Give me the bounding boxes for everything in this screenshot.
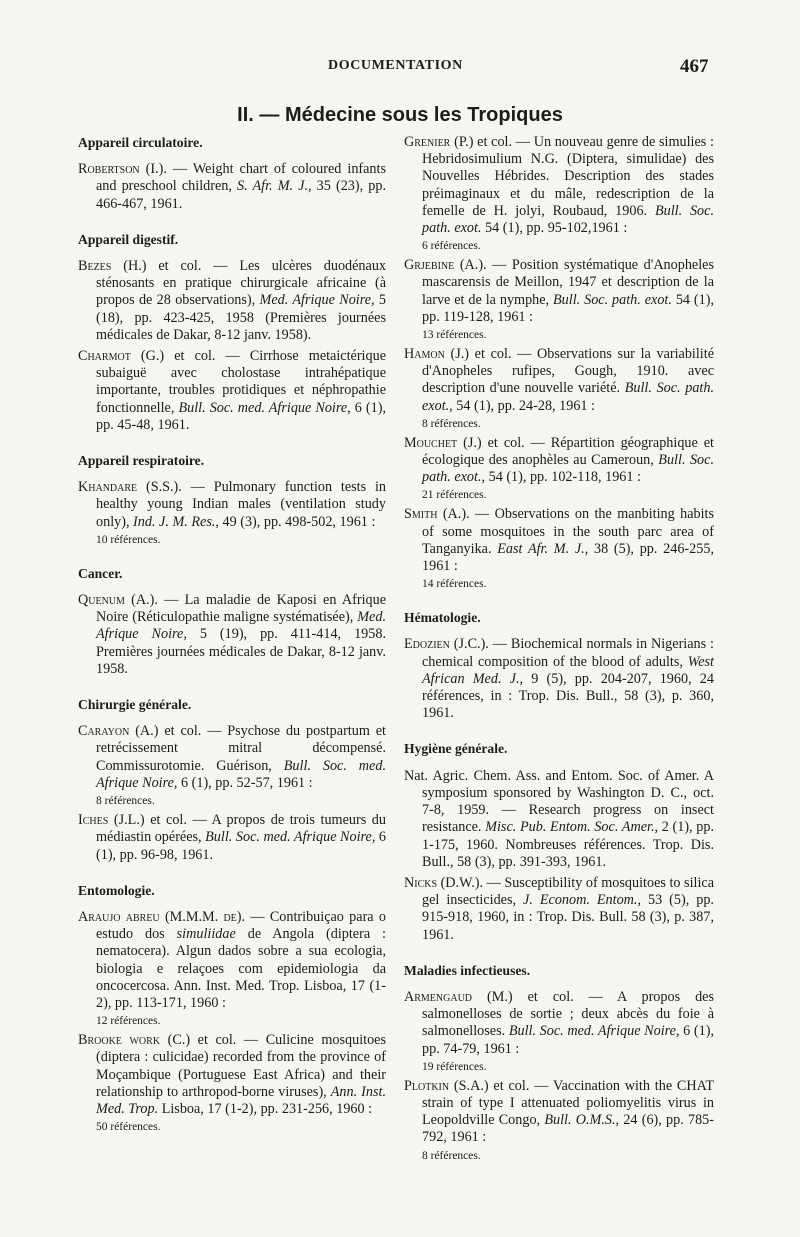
entry-text: — Contribuiçao para o estudo dos: [96, 908, 386, 943]
bibliography-entry: [404, 1078, 714, 1147]
reference-count: 21 références.: [422, 489, 487, 502]
entry-tail: 24 (6), pp. 785-792, 1961 :: [422, 1112, 714, 1146]
reference-count: 6 références.: [422, 240, 481, 253]
entry-author: Grjebine (A.).: [404, 257, 487, 274]
reference-count: 8 références.: [422, 417, 481, 430]
entry-tail: 53 (5), pp. 915-918, 1960, in : Trop. Dis. Bull. 58 (3), p. 387, 1961.: [422, 892, 714, 943]
bibliography-entry: [404, 636, 714, 722]
entry-author: Quenum (A.).: [78, 592, 158, 609]
entry-journal: simuliidae: [176, 926, 236, 943]
bibliography-entry: [404, 989, 714, 1058]
entry-journal: Bull. Soc. med. Afrique Noire,: [205, 829, 376, 846]
entry-text: et col. — Culicine mosquitoes (diptera : culicidae) recorded from the province of Moçambique (Portuguese East Africa) and their relationship to arthropod-borne viruses),: [96, 1032, 386, 1100]
entry-author: Iches (J.L.): [78, 812, 145, 829]
bibliography-entry: [404, 768, 714, 871]
entry-journal: Bull. Soc. path. exot.: [553, 291, 672, 308]
reference-count: 10 références.: [96, 533, 161, 546]
entry-author: Grenier (P.): [404, 134, 474, 150]
entry-tail: 6 (1), pp. 45-48, 1961.: [96, 399, 386, 433]
entry-author: Nicks (D.W.).: [404, 874, 484, 891]
entry-text: — Observations on the manbiting habits of some mosquitoes in the south parc area of Tanganyika.: [422, 506, 715, 557]
entry-tail: 5 (18), pp. 423-425, 1958 (Premières journées médicales de Dakar, 8-12 janv. 1958).: [96, 292, 387, 343]
bibliography-entry: [78, 909, 386, 1012]
bibliography-entry: [404, 875, 714, 944]
section-heading: Appareil circulatoire.: [78, 135, 203, 150]
entry-journal: West African Med. J.,: [422, 653, 714, 687]
entry-tail: 54 (1), pp. 24-28, 1961 :: [452, 397, 595, 414]
section-heading: Cancer.: [78, 565, 123, 581]
entry-journal: Ann. Inst. Med. Trop.: [96, 1083, 386, 1117]
entry-author: Plotkin (S.A.): [404, 1077, 489, 1094]
reference-count: 8 références.: [422, 1149, 481, 1162]
entry-text: et col. — Répartition géographique et écologique des anophèles au Cameroun,: [422, 434, 715, 469]
entry-tail: 54 (1), pp. 95-102,1961 :: [481, 220, 628, 237]
entry-tail: 6 (1), pp. 52-57, 1961 :: [177, 774, 313, 791]
reference-count: 13 références.: [422, 329, 487, 342]
bibliography-entry: [78, 258, 386, 344]
section-heading: Hygiène générale.: [404, 741, 508, 757]
entry-text: et col. — Les ulcères duodénaux sténosants en pratique chirurgicale africaine (à propos de 28 observations),: [96, 258, 387, 309]
entry-text: et col. — A propos de trois tumeurs du médiastin opérées,: [96, 812, 386, 846]
entry-author: Khandare (S.S.).: [78, 479, 182, 496]
entry-journal: Ind. J. M. Res.,: [133, 513, 219, 530]
entry-journal: Bull. Soc. path. exot.,: [422, 452, 714, 486]
entry-author: Bezes (H.): [78, 258, 147, 275]
reference-count: 50 références.: [96, 1121, 161, 1134]
entry-text: — Pulmonary function tests in healthy young Indian males (ventilation study only),: [96, 479, 386, 530]
entry-journal: Bull. Soc. med. Afrique Noire,: [96, 757, 386, 791]
running-head: DOCUMENTATION: [328, 58, 463, 73]
entry-journal: Bull. Soc. path. exot.,: [422, 380, 715, 414]
entry-text: et col. — Un nouveau genre de simulies : Hebridosimulium N.G. (Diptera, simulidae) des Nouvelles Hébrides. Description des stades préimaginaux et du mâle, redescription de la femelle de H. jolyi, Roubaud, 1906.: [422, 134, 714, 219]
page-header: [0, 56, 800, 80]
entry-author: Charmot (G.): [78, 348, 165, 365]
reference-count: 8 références.: [96, 795, 155, 808]
entry-journal: S. Afr. M. J.,: [237, 178, 312, 195]
section-heading: Chirurgie générale.: [78, 697, 192, 713]
bibliography-entry: [78, 1032, 386, 1118]
entry-tail: 38 (5), pp. 246-255, 1961 :: [422, 540, 714, 575]
page-number: 467: [680, 56, 709, 77]
entry-text: — La maladie de Kaposi en Afrique Noire (Réticulopathie maligne systématisée),: [96, 592, 387, 626]
entry-journal: Bull. O.M.S.,: [544, 1112, 620, 1129]
bibliography-entry: [78, 348, 386, 434]
entry-author: Araujo abreu (M.M.M. de).: [78, 908, 246, 925]
entry-tail: 54 (1), pp. 119-128, 1961 :: [422, 291, 714, 325]
entry-author: Mouchet (J.): [404, 434, 482, 451]
entry-tail: 35 (23), pp. 466-467, 1961.: [96, 178, 387, 212]
entry-author: Smith (A.).: [404, 506, 470, 523]
entry-journal: East Afr. M. J.,: [497, 540, 589, 557]
bibliography-entry: [404, 506, 714, 575]
entry-author: Carayon (A.): [78, 723, 159, 740]
section-heading: Entomologie.: [78, 882, 155, 898]
entry-journal: Misc. Pub. Entom. Soc. Amer.,: [485, 819, 659, 836]
entry-text: et col. — Cirrhose metaictérique subaiguë avec cholostase intrahépatique importante, troubles protidiques et néphropathie fonctionnelle,: [96, 348, 386, 416]
entry-tail: de Angola (diptera : nematocera). Algun dados sobre a sua ecologia, biologia e relaçoes com epidemiologia da oncocercosa. Ann. Inst. Med. Trop. Lisboa, 17 (1-2), pp. 113-171, 1960 :: [96, 926, 387, 1011]
bibliography-entry: [78, 479, 386, 531]
entry-text: et col. — A propos des salmonelloses de sortie ; deux abcès du foie à salmonelloses.: [422, 988, 714, 1040]
entry-journal: Med. Afrique Noire,: [96, 609, 386, 643]
entry-journal: Bull. Soc. med. Afrique Noire,: [178, 399, 351, 416]
entry-tail: 54 (1), pp. 102-118, 1961 :: [485, 469, 641, 486]
entry-text: Nat. Agric. Chem. Ass. and Entom. Soc. of Amer. A symposium sponsored by Washington D. C., oct. 7-8, 1959. — Research progress on insect resistance.: [404, 767, 714, 836]
bibliography-entry: [404, 257, 714, 326]
entry-text: — Position systématique d'Anopheles mascarensis de Meillon, 1947 et description de la larve et de la nymphe,: [422, 257, 714, 308]
bibliography-entry: [78, 812, 386, 864]
bibliography-entry: [404, 346, 714, 415]
section-heading: Appareil respiratoire.: [78, 453, 205, 469]
section-heading: Appareil digestif.: [78, 231, 179, 247]
section-heading: Hématologie.: [404, 610, 481, 626]
entry-text: et col. — Vaccination with the CHAT strain of type I attenuated poliomyelitis virus in Leopoldville Congo,: [422, 1077, 714, 1129]
entry-journal: Bull. Soc. path. exot.: [422, 202, 714, 237]
section-title: II. — Médecine sous les Tropiques: [237, 104, 563, 126]
bibliography-entry: [78, 592, 386, 678]
right-column: [404, 134, 714, 1167]
entry-tail: 5 (19), pp. 411-414, 1958. Premières journées médicales de Dakar, 8-12 janv. 1958.: [96, 626, 386, 677]
bibliography-entry: [404, 435, 714, 487]
entry-text: — Susceptibility of mosquitoes to silica gel insecticides,: [422, 874, 714, 909]
entry-tail: 49 (3), pp. 498-502, 1961 :: [218, 513, 376, 530]
left-column: [78, 134, 386, 1138]
entry-author: Brooke work (C.): [78, 1032, 191, 1049]
entry-tail: 9 (5), pp. 204-207, 1960, 24 références, in : Trop. Dis. Bull., 58 (3), p. 360, 1961.: [422, 670, 714, 722]
entry-author: Edozien (J.C.).: [404, 636, 489, 653]
section-heading: Maladies infectieuses.: [404, 962, 531, 978]
entry-journal: Bull. Soc. med. Afrique Noire,: [508, 1023, 680, 1040]
bibliography-entry: [404, 134, 714, 237]
reference-count: 19 références.: [422, 1060, 487, 1073]
entry-journal: Med. Afrique Noire,: [259, 292, 375, 309]
entry-tail: 6 (1), pp. 96-98, 1961.: [96, 829, 387, 863]
entry-tail: Lisboa, 17 (1-2), pp. 231-256, 1960 :: [158, 1100, 373, 1117]
entry-author: Robertson (I.).: [78, 161, 167, 178]
entry-author: Armengaud (M.): [404, 988, 513, 1005]
entry-tail: 6 (1), pp. 74-79, 1961 :: [422, 1023, 715, 1057]
entry-text: — Weight chart of coloured infants and preschool children,: [96, 161, 386, 195]
entry-text: — Biochemical normals in Nigerians : chemical composition of the blood of adults,: [422, 636, 714, 670]
entry-tail: 2 (1), pp. 1-175, 1960. Nombreuses références. Trop. Dis. Bull., 58 (3), pp. 391-393, 1961.: [422, 819, 715, 870]
entry-text: et col. — Observations sur la variabilité d'Anopheles rufipes, Gough, 1910. avec description d'une nouvelle variété.: [422, 346, 714, 397]
reference-count: 12 références.: [96, 1015, 161, 1028]
reference-count: 14 références.: [422, 578, 487, 591]
bibliography-entry: [78, 723, 386, 792]
bibliography-entry: [78, 161, 386, 213]
entry-journal: J. Econom. Entom.,: [523, 892, 642, 909]
entry-author: Hamon (J.): [404, 346, 469, 363]
entry-text: et col. — Psychose du postpartum et retrécissement mitral décompensé. Commissurotomie. Guérison,: [96, 723, 386, 774]
